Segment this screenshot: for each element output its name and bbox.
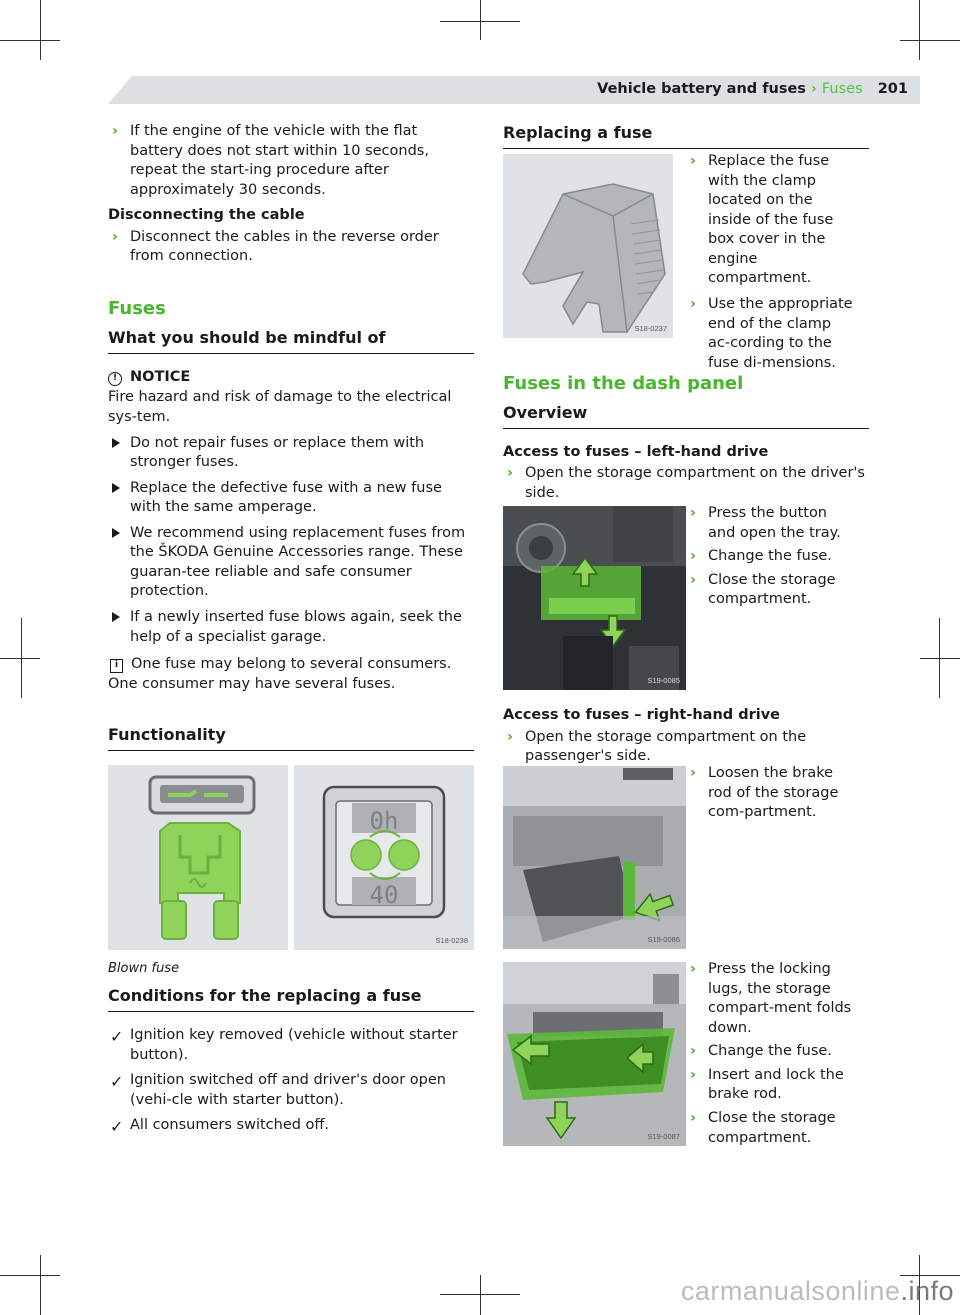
blown-fuse-side-illustration	[108, 765, 288, 950]
figure-label: S18-0238	[435, 935, 468, 945]
rhd-steps-b	[686, 960, 856, 1152]
header-current: Fuses	[821, 81, 863, 97]
list-item: › Insert and lock the brake rod.	[690, 1066, 844, 1103]
chevron-right-icon: ›	[507, 728, 513, 745]
list-item: Replace the defective fuse with a new fuse with the same amperage.	[108, 479, 474, 518]
info-icon: i	[110, 659, 123, 673]
list-item: › Loosen the brake rod of the storage com-partment.	[690, 765, 839, 821]
chevron-right-icon: ›	[690, 548, 696, 565]
list-item: › Change the fuse.	[686, 1042, 856, 1062]
chevron-right-icon: ›	[690, 1043, 696, 1060]
crop-mark	[919, 0, 920, 60]
crop-mark	[21, 618, 22, 698]
figure-clamp	[503, 154, 673, 338]
notice-text: Fire hazard and risk of damage to the electrical sys-tem.	[108, 389, 452, 425]
list-item: › Close the storage compartment.	[690, 571, 836, 608]
chevron-right-icon: ›	[507, 465, 513, 482]
subheading: Access to fuses – right-hand drive	[503, 707, 780, 723]
subsection-heading: Functionality	[108, 724, 474, 751]
crop-mark	[40, 0, 41, 60]
triangle-bullet-icon	[112, 528, 120, 538]
subheading: Access to fuses – left-hand drive	[503, 443, 769, 460]
list-item: › Change the fuse.	[686, 547, 856, 567]
list-item: › Use the appropriate end of the clamp ac-cording to the fuse di-mensions.	[690, 295, 853, 371]
crop-mark	[920, 658, 960, 659]
figure-rhd-2	[503, 962, 686, 1146]
list-item: › Open the storage compartment on the passenger's side.	[507, 728, 807, 765]
page-number: 201	[877, 81, 908, 97]
subsection-heading: What you should be mindful of	[108, 327, 474, 354]
watermark: carmanualsonline.info	[680, 1275, 954, 1306]
left-column	[108, 122, 474, 1140]
lhd-steps	[686, 504, 856, 614]
list-item: › Replace the fuse with the clamp located on the inside of the fuse box cover in the engine compartment.	[690, 153, 834, 287]
subsection-heading: Replacing a fuse	[503, 122, 869, 149]
dash-section	[503, 372, 869, 508]
section-heading: Fuses in the dash panel	[503, 373, 744, 394]
list-item: › Press the locking lugs, the storage compart-ment folds down.	[690, 961, 852, 1036]
fuse-rating-bottom: 40	[369, 880, 399, 909]
figure-label: S19-0085	[647, 675, 680, 685]
chevron-right-icon: ›	[690, 295, 696, 312]
crop-mark	[939, 618, 940, 698]
rhd-steps-a	[686, 764, 856, 827]
list-item: › Close the storage compartment.	[690, 1109, 836, 1146]
chevron-right-icon: ›	[112, 228, 118, 245]
checkmark-icon: ✓	[110, 1072, 124, 1092]
list-item: › Open the storage compartment on the driver's side.	[507, 465, 865, 502]
blown-fuse-top-illustration	[294, 765, 474, 950]
chevron-right-icon: ›	[690, 961, 696, 977]
section-heading: Fuses	[108, 297, 166, 319]
chevron-right-icon: ›	[690, 505, 696, 521]
crop-mark	[900, 40, 960, 41]
fuse-clamp-illustration	[503, 154, 673, 338]
crop-mark	[40, 1255, 41, 1315]
list-item: We recommend using replacement fuses from the ŠKODA Genuine Accessories range. These guaran-tee reliable and safe consumer protection.	[108, 524, 474, 602]
crop-mark	[0, 1275, 60, 1276]
fuse-rating-top: 0h	[369, 806, 399, 835]
crop-mark	[480, 0, 481, 40]
crop-mark	[0, 658, 40, 659]
right-hand-drive-compartment-open-photo	[503, 962, 686, 1146]
chevron-right-icon: ›	[690, 1109, 696, 1126]
figure-panel-fuse-top	[294, 765, 474, 950]
figure-rhd-1	[503, 766, 686, 949]
info-note: i One fuse may belong to several consumers. One consumer may have several fuses.	[108, 656, 452, 692]
checkmark-icon: ✓	[110, 1117, 124, 1137]
figure-panel-fuse-side	[108, 765, 288, 950]
figure-fuse	[108, 765, 474, 950]
list-item: ✓ Ignition key removed (vehicle without starter button).	[110, 1027, 458, 1063]
notice-icon: !	[108, 372, 122, 386]
list-item: ✓ All consumers switched off.	[110, 1117, 330, 1137]
figure-label: S18-0237	[634, 323, 667, 333]
chevron-right-icon: ›	[690, 571, 696, 588]
triangle-bullet-icon	[112, 438, 120, 448]
subheading: Disconnecting the cable	[108, 207, 305, 224]
list-item: › If the engine of the vehicle with the flat battery does not start within 10 seconds, repeat the start-ing procedure after approximately 30 seconds.	[112, 123, 429, 198]
notice-title: ! NOTICE	[108, 368, 474, 388]
running-header	[597, 80, 908, 100]
left-hand-drive-compartment-photo	[503, 506, 686, 690]
rhd-section	[503, 700, 869, 771]
checkmark-icon: ✓	[110, 1027, 124, 1046]
list-item: › Press the button and open the tray.	[690, 505, 841, 541]
right-hand-drive-brake-rod-photo	[503, 766, 686, 949]
subsection-heading: Overview	[503, 402, 869, 429]
figure-caption: Blown fuse	[108, 960, 180, 976]
header-section: Vehicle battery and fuses	[597, 81, 806, 97]
figure-label: S19-0086	[647, 934, 680, 944]
subsection-heading: Conditions for the replacing a fuse	[108, 985, 474, 1012]
crop-mark	[480, 1275, 481, 1315]
chevron-right-icon: ›	[690, 153, 696, 169]
chevron-right-icon: ›	[690, 765, 696, 781]
chevron-right-icon: ›	[112, 123, 118, 139]
figure-label: S19-0087	[647, 1131, 680, 1141]
crop-mark	[0, 40, 60, 41]
header-separator: ›	[811, 81, 817, 97]
list-item: › Disconnect the cables in the reverse order from connection.	[112, 228, 439, 265]
replacing-steps	[686, 152, 856, 377]
list-item: If a newly inserted fuse blows again, seek the help of a specialist garage.	[108, 608, 474, 647]
triangle-bullet-icon	[112, 483, 120, 493]
chevron-right-icon: ›	[690, 1066, 696, 1083]
triangle-bullet-icon	[112, 612, 120, 622]
list-item: ✓ Ignition switched off and driver's door open (vehi-cle with starter button).	[110, 1072, 446, 1108]
figure-lhd	[503, 506, 686, 690]
list-item: Do not repair fuses or replace them with stronger fuses.	[108, 434, 474, 473]
